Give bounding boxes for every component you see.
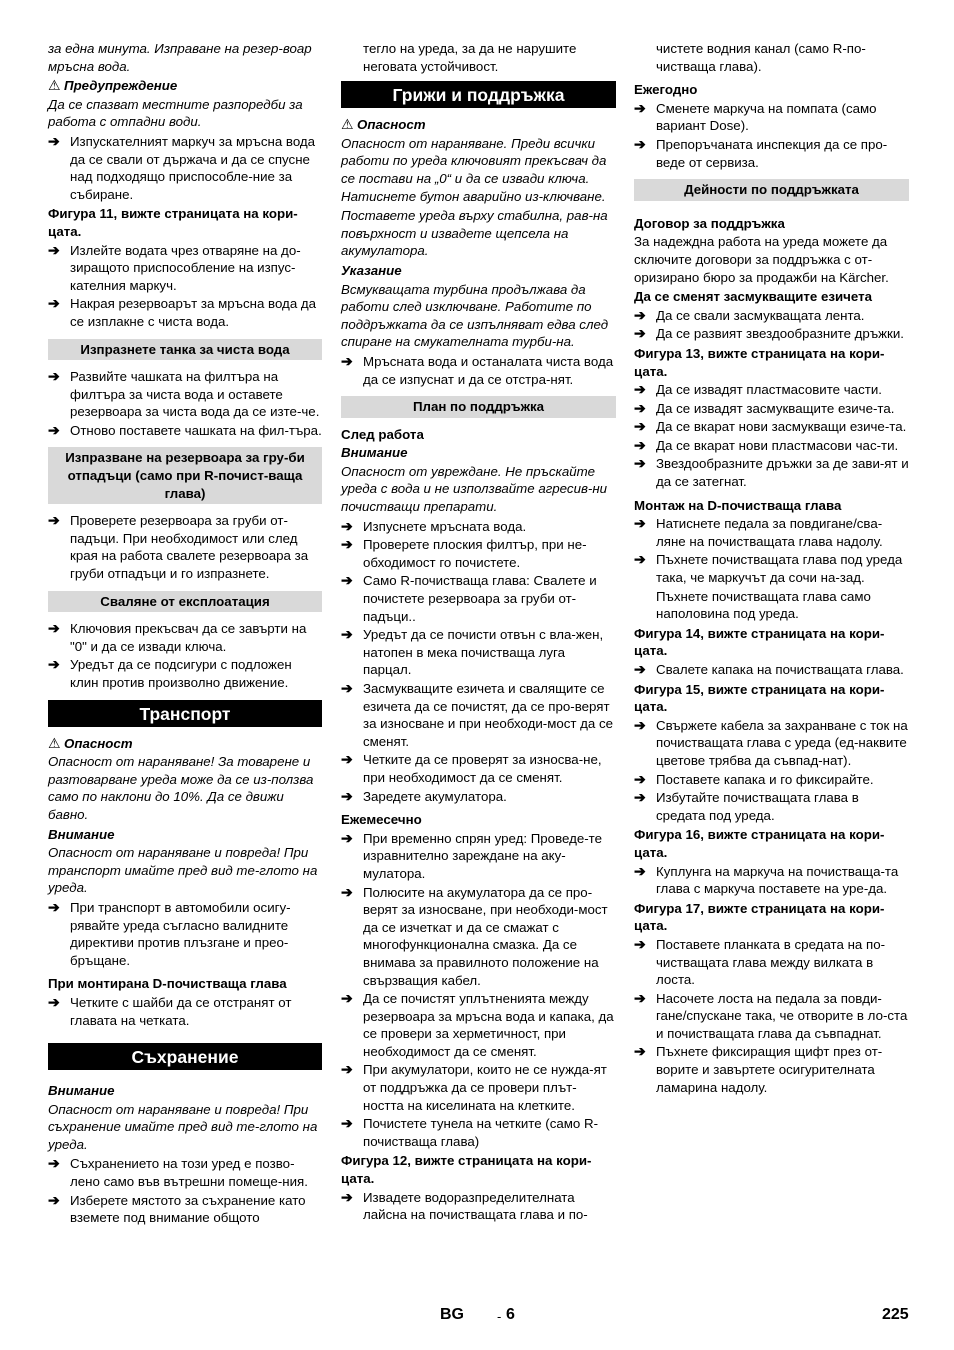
warning-triangle-icon: ⚠ — [48, 77, 61, 94]
arrow-right-icon: ➔ — [341, 1061, 353, 1078]
note-label: Указание — [341, 262, 402, 278]
arrow-right-icon: ➔ — [341, 352, 353, 369]
list-item: ➔ Ключовия прекъсвач да се завърти на "0" и да се извади ключа. — [48, 620, 307, 654]
arrow-right-icon: ➔ — [634, 770, 646, 787]
list-item: ➔ Да се развият звездообразните дръжки. — [634, 325, 904, 342]
list-item: ➔ Пъхнете почистващата глава под уреда така, че маркучът да сочи на-зад. — [634, 551, 903, 586]
paragraph-heading: След работа — [341, 426, 424, 442]
list-item: ➔ Поставете капака и го фиксирайте. — [634, 770, 874, 787]
arrow-right-icon: ➔ — [48, 898, 60, 915]
list-item: ➔ Развийте чашката на филтъра на филтъра за чиста вода и оставете резервоара за чиста вода да се изте-че. — [48, 368, 320, 420]
section-heading: Транспорт — [48, 700, 322, 727]
paragraph-heading: Договор за поддръжка — [634, 215, 785, 231]
paragraph-heading: Да се сменят засмукващите езичета — [634, 289, 873, 305]
section-heading: Грижи и поддръжка — [341, 81, 616, 108]
attention-text: Опасност от нараняване и повреда! При транспорт имайте пред вид те-глото на уреда. — [48, 845, 318, 896]
arrow-right-icon: ➔ — [341, 680, 353, 696]
figure-reference: Фигура 15, вижте страницата на кори-цата. — [634, 681, 885, 715]
list-item: ➔ Излейте водата чрез отваряне на до-зиращото приспособление на изпус-кателния маркуч. — [48, 241, 301, 293]
arrow-right-icon: ➔ — [634, 381, 646, 398]
arrow-right-icon: ➔ — [634, 789, 646, 806]
list-item: ➔ Свалете капака на почистващата глава. — [634, 661, 904, 677]
list-item: ➔ Изпуснете мръсната вода. — [341, 517, 527, 534]
list-item: ➔ Да се извадят засмукващите езиче-та. — [634, 399, 895, 416]
list-item: ➔ Изпускателният маркуч за мръсна вода да се свали от държача и да се спусне над подходящо приспособле-ние за събиране. — [48, 132, 316, 202]
arrow-right-icon: ➔ — [634, 436, 646, 453]
warning-triangle-icon: ⚠ — [341, 116, 354, 133]
arrow-right-icon: ➔ — [634, 1043, 646, 1060]
list-item: ➔ Накрая резервоарът за мръсна вода да се изплакне с чиста вода. — [48, 295, 317, 329]
attention-text: Опасност от нараняване и повреда! При съхранение имайте пред вид те-глото на уреда. — [48, 1101, 318, 1152]
arrow-right-icon: ➔ — [341, 572, 353, 589]
warning-triangle-icon: ⚠ — [48, 734, 61, 751]
note-text: Всмукващата турбина продължава да работи след изключване. Работите по поддръжката да се изпълняват едва след спиране на смукателната турби-на. — [341, 281, 609, 350]
arrow-right-icon: ➔ — [48, 295, 60, 312]
arrow-right-icon: ➔ — [634, 99, 646, 116]
figure-reference: Фигура 16, вижте страницата на кори-цата. — [634, 827, 885, 860]
attention-text: Опасност от увреждане. Не пръскайте уреда с вода и не използвайте агресив-ни почистващи препарати. — [341, 463, 608, 515]
arrow-right-icon: ➔ — [48, 1191, 60, 1208]
list-item: ➔ Проверете плоския филтър, при не-обходимост го почистете. — [341, 536, 587, 570]
arrow-right-icon: ➔ — [634, 862, 646, 879]
arrow-right-icon: ➔ — [634, 455, 646, 472]
arrow-right-icon: ➔ — [48, 241, 60, 258]
arrow-right-icon: ➔ — [48, 368, 60, 385]
paragraph-heading: Монтаж на D-почистваща глава — [634, 497, 842, 513]
danger-text: Опасност от нараняване! За товарене и разтоварване уреда може да се из-ползва само по наклони до 10%. Да се движи бавно. — [48, 754, 314, 822]
list-item: ➔ Четките да се проверят за износва-не, при необходимост да се сменят. — [341, 751, 602, 785]
attention-label: Внимание — [48, 1083, 115, 1099]
list-item: ➔ При временно спрян уред: Проведе-те изравнително зареждане на аку-мулатора. — [341, 829, 602, 881]
list-item-continued: чистете водния канал (само R-по-чистваща глава). — [656, 41, 866, 74]
list-item: ➔ Избутайте почистващата глава в средата под уреда. — [634, 789, 859, 823]
arrow-right-icon: ➔ — [341, 1188, 353, 1205]
arrow-right-icon: ➔ — [48, 656, 60, 673]
list-item: ➔ Да се почистят уплътненията между резервоара за мръсна вода и капака, да се провери за херметичност, при необходимост да се сменят. — [341, 990, 614, 1059]
danger-label: ⚠ Опасност — [48, 734, 133, 751]
arrow-right-icon: ➔ — [634, 325, 646, 342]
list-item: ➔ Сменете маркуча на помпата (само вариант Dose). — [634, 99, 877, 134]
arrow-right-icon: ➔ — [341, 626, 353, 643]
warning-text: Да се спазват местните разпоредби за работа с отпадни води. — [48, 96, 303, 130]
list-item: ➔ При транспорт в автомобили осигу-рявайте уреда съгласно валидните директиви против плъзгане и прео-бръщане. — [48, 898, 291, 968]
attention-label: Внимание — [48, 826, 115, 842]
list-item: ➔ Засмукващите езичета и свалящите се езичета да се почистят, да се про-верят за износване и при необходи-мост да се сменят. — [341, 680, 614, 749]
list-item: ➔ Насочете лоста на педала за повди-гане/спускане така, че отворите в ло-ста и почистващата глава да съвпаднат. — [634, 989, 908, 1041]
list-item: ➔ Звездообразните дръжки за де зави-ят и да се затегнат. — [634, 455, 909, 490]
list-item: ➔ Уредът да се подсигури с подложен клин против произволно движение. — [48, 656, 292, 690]
arrow-right-icon: ➔ — [48, 132, 60, 149]
subsection-heading: План по поддръжка — [341, 396, 616, 418]
arrow-right-icon: ➔ — [341, 1115, 353, 1132]
list-item: ➔ Заредете акумулатора. — [341, 787, 507, 804]
language-code: BG — [440, 1306, 464, 1323]
figure-reference: Фигура 11, вижте страницата на кори-цата. — [48, 206, 298, 239]
column-2 — [341, 40, 616, 1225]
arrow-right-icon: ➔ — [48, 993, 60, 1010]
list-item: ➔ Свържете кабела за захранване с ток на почистващата глава с уреда (ед-наквите цветове трябва да съвпад-нат). — [634, 716, 908, 768]
arrow-right-icon: ➔ — [634, 515, 646, 532]
list-item-continued: Пъхнете почистващата глава само наполовина под уреда. — [656, 588, 871, 622]
page-number: 225 — [882, 1306, 909, 1323]
column-3 — [634, 40, 909, 1097]
section-page-number: 6 — [506, 1306, 515, 1323]
list-item-continued: тегло на уреда, за да не нарушите неговата устойчивост. — [363, 41, 577, 74]
paragraph: за една минута. Изправане на резер-воар мръсна вода. — [48, 41, 312, 74]
list-item: ➔ Полюсите на акумулатора да се про-верят за износване, при необходи-мост да се изчеткат и да се смажат с многофункционална смазка. Да се внимава за правилното положение на свързващия кабел. — [341, 883, 608, 988]
list-item: ➔ Съхранението на този уред е позво-лено само във вътрешни помеще-ния. — [48, 1155, 308, 1190]
paragraph-heading: Ежегодно — [634, 82, 698, 98]
list-item: ➔ Мръсната вода и останалата чиста вода да се изпуснат и да се отстра-нят. — [341, 352, 614, 387]
list-item: ➔ Поставете планката в средата на по-чистващата глава между вилката в лоста. — [634, 935, 886, 988]
list-item: ➔ Препоръчаната инспекция да се про-веде от сервиза. — [634, 135, 888, 170]
figure-reference: Фигура 12, вижте страницата на кори-цата. — [341, 1153, 592, 1187]
danger-text: Опасност от нараняване. Преди всички работи по уреда ключовият прекъсвач да се постави на „0“ и да се извади ключа. Натиснете бутон аварийно из-ключване. — [341, 135, 607, 204]
arrow-right-icon: ➔ — [341, 787, 353, 804]
danger-text: Поставете уреда върху стабилна, рав-на повърхност и извадете щепсела на акумулатора. — [341, 208, 608, 259]
arrow-right-icon: ➔ — [634, 989, 646, 1006]
warning-label: ⚠ Предупреждение — [48, 77, 178, 94]
list-item: ➔ Почистете тунела на четките (само R-почистваща глава) — [341, 1115, 599, 1149]
list-item: ➔ Куплунга на маркуча на почистваща-та глава с маркуча поставете на уре-да. — [634, 862, 899, 897]
arrow-right-icon: ➔ — [341, 829, 353, 846]
list-item: ➔ Отново поставете чашката на фил-търа. — [48, 421, 322, 438]
arrow-right-icon: ➔ — [48, 1155, 60, 1172]
arrow-right-icon: ➔ — [48, 620, 60, 637]
paragraph-heading: Ежемесечно — [341, 812, 422, 828]
paragraph-heading: При монтирана D-почистваща глава — [48, 976, 287, 992]
arrow-right-icon: ➔ — [48, 512, 60, 529]
danger-label: ⚠ Опасност — [341, 116, 426, 133]
list-item: ➔ Натиснете педала за повдигане/сва-ляне на почистващата глава надолу. — [634, 515, 883, 549]
list-item: ➔ Изберете мястото за съхранение като вземете под внимание общото — [48, 1191, 306, 1226]
list-item: ➔ Само R-почистваща глава: Свалете и почистете резервоара за груби от-падъци.. — [341, 572, 597, 624]
list-item: ➔ Да се вкарат нови засмукващи езиче-та. — [634, 418, 907, 435]
figure-reference: Фигура 13, вижте страницата на кори-цата. — [634, 345, 885, 379]
list-item: ➔ Уредът да се почисти отвън с вла-жен, натопен в мека почистваща луга парцал. — [341, 626, 604, 678]
arrow-right-icon: ➔ — [634, 418, 646, 435]
arrow-right-icon: ➔ — [634, 399, 646, 416]
arrow-right-icon: ➔ — [634, 935, 646, 952]
list-item: ➔ Извадете водоразпределителната лайсна на почистващата глава и по- — [341, 1188, 588, 1223]
arrow-right-icon: ➔ — [341, 990, 353, 1007]
arrow-right-icon: ➔ — [634, 135, 646, 152]
section-heading: Съхранение — [48, 1043, 322, 1070]
footer-separator: - — [497, 1309, 502, 1324]
arrow-right-icon: ➔ — [341, 517, 353, 534]
list-item: ➔ Да се свали засмукващата лента. — [634, 306, 865, 323]
arrow-right-icon: ➔ — [48, 421, 60, 438]
column-1 — [48, 40, 322, 1228]
list-item: ➔ Проверете резервоара за груби от-падъци. При необходимост или след края на работа свалете резервоара за груби отпадъци и го изпразнете. — [48, 512, 309, 582]
arrow-right-icon: ➔ — [341, 883, 353, 900]
subsection-heading: Изпразване на резервоара за гру-би отпадъци (само при R-почист-ваща глава) — [48, 447, 322, 504]
subsection-heading: Изпразнете танка за чиста вода — [48, 339, 322, 361]
arrow-right-icon: ➔ — [634, 551, 646, 568]
figure-reference: Фигура 14, вижте страницата на кори-цата. — [634, 625, 885, 659]
figure-reference: Фигура 17, вижте страницата на кори-цата. — [634, 900, 885, 934]
list-item: ➔ Пъхнете фиксиращия щифт през от-ворите и завъртете осигурителната ламарина надолу. — [634, 1043, 883, 1095]
arrow-right-icon: ➔ — [634, 716, 646, 733]
list-item: ➔ Четките с шайби да се отстранят от главата на четката. — [48, 993, 292, 1028]
page-footer — [0, 1306, 954, 1328]
subsection-heading: Сваляне от експлоатация — [48, 591, 322, 613]
list-item: ➔ При акумулатори, които не се нужда-ят от поддръжка да се провери плът-ността на киселината на клетките. — [341, 1061, 607, 1113]
arrow-right-icon: ➔ — [634, 306, 646, 323]
paragraph: За надеждна работа на уреда можете да сключите договори за поддръжка с от-оризирано бюро за продажби на Kärcher. — [634, 234, 889, 285]
arrow-right-icon: ➔ — [634, 661, 646, 677]
arrow-right-icon: ➔ — [341, 751, 353, 768]
arrow-right-icon: ➔ — [341, 536, 353, 553]
subsection-heading: Дейности по поддръжката — [634, 179, 909, 201]
list-item: ➔ Да се вкарат нови пластмасови час-ти. — [634, 436, 899, 453]
list-item: ➔ Да се извадят пластмасовите части. — [634, 381, 882, 398]
attention-label: Внимание — [341, 445, 408, 461]
